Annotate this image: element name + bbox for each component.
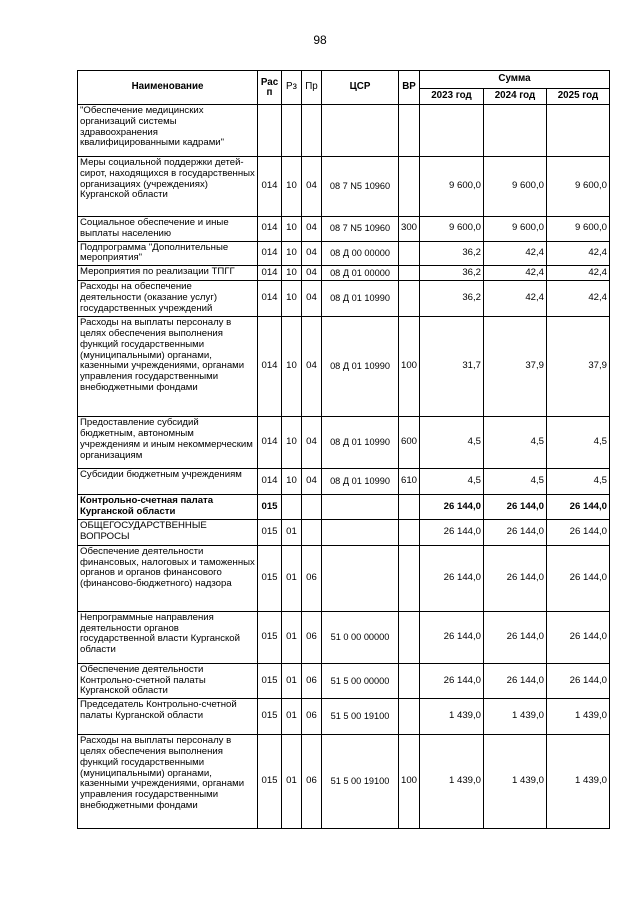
cell-2025 bbox=[547, 105, 610, 157]
cell-vr bbox=[399, 611, 420, 663]
cell-pr bbox=[302, 495, 322, 520]
cell-pr: 06 bbox=[302, 699, 322, 735]
cell-2025: 26 144,0 bbox=[547, 519, 610, 545]
cell-pr: 04 bbox=[302, 281, 322, 317]
cell-csr: 08 Д 01 10990 bbox=[322, 317, 399, 417]
table-row bbox=[78, 663, 610, 698]
cell-ras: 014 bbox=[258, 317, 282, 417]
cell-2023: 36,2 bbox=[420, 241, 484, 266]
cell-csr: 51 0 00 00000 bbox=[322, 611, 399, 663]
cell-rz bbox=[282, 495, 302, 520]
cell-csr bbox=[322, 105, 399, 157]
cell-name: ОБЩЕГОСУДАРСТВЕННЫЕ ВОПРОСЫ bbox=[78, 519, 258, 545]
cell-name: Расходы на выплаты персоналу в целях обеспечения выполнения функций государственными (муниципальными) органами, казенными учреждениями, органами управления государственными внебюджетными фондами bbox=[78, 735, 258, 829]
cell-vr: 100 bbox=[399, 317, 420, 417]
table-header bbox=[78, 71, 610, 105]
cell-pr: 04 bbox=[302, 157, 322, 217]
cell-rz: 01 bbox=[282, 545, 302, 611]
cell-2023: 1 439,0 bbox=[420, 735, 484, 829]
cell-name: Обеспечение деятельности финансовых, налоговых и таможенных органов и органов финансового (финансово-бюджетного) надзора bbox=[78, 545, 258, 611]
cell-2023: 36,2 bbox=[420, 266, 484, 281]
header-name: Наименование bbox=[78, 71, 258, 105]
cell-ras bbox=[258, 105, 282, 157]
cell-name: Меры социальной поддержки детей-сирот, находящихся в государственных организациях (учреждениях) Курганской области bbox=[78, 157, 258, 217]
header-ras: Рас п bbox=[258, 71, 282, 105]
table-row bbox=[78, 699, 610, 735]
cell-rz: 01 bbox=[282, 663, 302, 698]
cell-ras: 015 bbox=[258, 519, 282, 545]
cell-2024: 9 600,0 bbox=[484, 217, 547, 242]
cell-rz: 01 bbox=[282, 699, 302, 735]
cell-vr: 610 bbox=[399, 469, 420, 495]
cell-vr bbox=[399, 519, 420, 545]
cell-name: Мероприятия по реализации ТПГГ bbox=[78, 266, 258, 281]
cell-2023: 4,5 bbox=[420, 469, 484, 495]
cell-csr: 08 7 N5 10960 bbox=[322, 217, 399, 242]
cell-2024: 26 144,0 bbox=[484, 545, 547, 611]
cell-2025: 9 600,0 bbox=[547, 157, 610, 217]
page-number: 98 bbox=[313, 33, 327, 47]
cell-pr: 04 bbox=[302, 266, 322, 281]
cell-2024: 37,9 bbox=[484, 317, 547, 417]
cell-ras: 015 bbox=[258, 611, 282, 663]
table-row bbox=[78, 217, 610, 242]
cell-rz bbox=[282, 105, 302, 157]
table-row bbox=[78, 317, 610, 417]
cell-2025: 26 144,0 bbox=[547, 545, 610, 611]
cell-2023: 26 144,0 bbox=[420, 663, 484, 698]
cell-name: Субсидии бюджетным учреждениям bbox=[78, 469, 258, 495]
cell-rz: 01 bbox=[282, 611, 302, 663]
table-row bbox=[78, 545, 610, 611]
cell-csr: 51 5 00 00000 bbox=[322, 663, 399, 698]
cell-pr: 04 bbox=[302, 317, 322, 417]
cell-vr bbox=[399, 281, 420, 317]
cell-2025: 9 600,0 bbox=[547, 217, 610, 242]
cell-2024: 26 144,0 bbox=[484, 495, 547, 520]
header-pr: Пр bbox=[302, 71, 322, 105]
table-body bbox=[78, 105, 610, 829]
cell-name: Расходы на обеспечение деятельности (оказание услуг) государственных учреждений bbox=[78, 281, 258, 317]
header-2024: 2024 год bbox=[484, 89, 547, 105]
header-summa: Сумма bbox=[420, 71, 610, 89]
table-row bbox=[78, 495, 610, 520]
cell-rz: 10 bbox=[282, 157, 302, 217]
cell-ras: 014 bbox=[258, 417, 282, 469]
cell-rz: 10 bbox=[282, 241, 302, 266]
cell-rz: 10 bbox=[282, 417, 302, 469]
cell-vr bbox=[399, 545, 420, 611]
cell-vr: 600 bbox=[399, 417, 420, 469]
cell-csr: 51 5 00 19100 bbox=[322, 699, 399, 735]
cell-2025: 26 144,0 bbox=[547, 611, 610, 663]
cell-csr: 08 7 N5 10960 bbox=[322, 157, 399, 217]
cell-2024: 1 439,0 bbox=[484, 735, 547, 829]
cell-rz: 10 bbox=[282, 266, 302, 281]
cell-ras: 015 bbox=[258, 545, 282, 611]
cell-2025: 42,4 bbox=[547, 241, 610, 266]
cell-name: Обеспечение деятельности Контрольно-счетной палаты Курганской области bbox=[78, 663, 258, 698]
cell-2023: 4,5 bbox=[420, 417, 484, 469]
table-row bbox=[78, 469, 610, 495]
cell-2025: 1 439,0 bbox=[547, 699, 610, 735]
cell-csr: 08 Д 01 00000 bbox=[322, 266, 399, 281]
cell-vr: 100 bbox=[399, 735, 420, 829]
cell-2025: 37,9 bbox=[547, 317, 610, 417]
cell-vr bbox=[399, 241, 420, 266]
cell-ras: 015 bbox=[258, 735, 282, 829]
cell-2025: 42,4 bbox=[547, 281, 610, 317]
table-row bbox=[78, 266, 610, 281]
cell-ras: 015 bbox=[258, 663, 282, 698]
cell-2023: 9 600,0 bbox=[420, 217, 484, 242]
cell-pr bbox=[302, 519, 322, 545]
cell-pr: 04 bbox=[302, 469, 322, 495]
cell-2023: 26 144,0 bbox=[420, 519, 484, 545]
table-row bbox=[78, 735, 610, 829]
cell-csr: 08 Д 01 10990 bbox=[322, 417, 399, 469]
cell-csr bbox=[322, 545, 399, 611]
cell-rz: 10 bbox=[282, 281, 302, 317]
cell-csr bbox=[322, 519, 399, 545]
cell-csr bbox=[322, 495, 399, 520]
cell-csr: 51 5 00 19100 bbox=[322, 735, 399, 829]
cell-ras: 014 bbox=[258, 241, 282, 266]
cell-2024: 26 144,0 bbox=[484, 611, 547, 663]
cell-vr bbox=[399, 105, 420, 157]
cell-csr: 08 Д 01 10990 bbox=[322, 469, 399, 495]
cell-ras: 014 bbox=[258, 217, 282, 242]
table-row bbox=[78, 519, 610, 545]
cell-ras: 014 bbox=[258, 266, 282, 281]
header-rz: Рз bbox=[282, 71, 302, 105]
cell-2025: 26 144,0 bbox=[547, 663, 610, 698]
cell-ras: 014 bbox=[258, 281, 282, 317]
cell-name: Контрольно-счетная палата Курганской области bbox=[78, 495, 258, 520]
cell-name: Расходы на выплаты персоналу в целях обеспечения выполнения функций государственными (муниципальными) органами, казенными учреждениями, органами управления государственными внебюджетными фондами bbox=[78, 317, 258, 417]
cell-rz: 01 bbox=[282, 519, 302, 545]
cell-rz: 10 bbox=[282, 217, 302, 242]
table-row bbox=[78, 281, 610, 317]
cell-2024: 9 600,0 bbox=[484, 157, 547, 217]
header-2023: 2023 год bbox=[420, 89, 484, 105]
cell-pr: 06 bbox=[302, 663, 322, 698]
cell-name: Председатель Контрольно-счетной палаты Курганской области bbox=[78, 699, 258, 735]
cell-2023: 1 439,0 bbox=[420, 699, 484, 735]
table-row bbox=[78, 611, 610, 663]
cell-2023: 26 144,0 bbox=[420, 611, 484, 663]
cell-name: "Обеспечение медицинских организаций системы здравоохранения квалифицированными кадрами" bbox=[78, 105, 258, 157]
cell-2023: 26 144,0 bbox=[420, 495, 484, 520]
cell-vr bbox=[399, 495, 420, 520]
cell-name: Социальное обеспечение и иные выплаты населению bbox=[78, 217, 258, 242]
header-vr: ВР bbox=[399, 71, 420, 105]
cell-2024: 4,5 bbox=[484, 417, 547, 469]
cell-pr: 04 bbox=[302, 217, 322, 242]
cell-pr: 06 bbox=[302, 611, 322, 663]
table-row bbox=[78, 105, 610, 157]
cell-ras: 015 bbox=[258, 699, 282, 735]
table-row bbox=[78, 417, 610, 469]
cell-pr bbox=[302, 105, 322, 157]
cell-2024: 42,4 bbox=[484, 266, 547, 281]
cell-2023: 31,7 bbox=[420, 317, 484, 417]
cell-vr bbox=[399, 157, 420, 217]
cell-pr: 04 bbox=[302, 241, 322, 266]
cell-name: Подпрограмма "Дополнительные мероприятия" bbox=[78, 241, 258, 266]
cell-csr: 08 Д 00 00000 bbox=[322, 241, 399, 266]
cell-2024: 42,4 bbox=[484, 241, 547, 266]
cell-pr: 04 bbox=[302, 417, 322, 469]
table-row bbox=[78, 241, 610, 266]
cell-2024: 42,4 bbox=[484, 281, 547, 317]
cell-2023: 36,2 bbox=[420, 281, 484, 317]
cell-name: Непрограммные направления деятельности органов государственной власти Курганской области bbox=[78, 611, 258, 663]
header-2025: 2025 год bbox=[547, 89, 610, 105]
cell-2024: 26 144,0 bbox=[484, 663, 547, 698]
cell-2023: 26 144,0 bbox=[420, 545, 484, 611]
cell-2023: 9 600,0 bbox=[420, 157, 484, 217]
cell-rz: 10 bbox=[282, 469, 302, 495]
table-row bbox=[78, 157, 610, 217]
cell-name: Предоставление субсидий бюджетным, автономным учреждениям и иным некоммерческим организациям bbox=[78, 417, 258, 469]
cell-vr bbox=[399, 663, 420, 698]
cell-csr: 08 Д 01 10990 bbox=[322, 281, 399, 317]
cell-vr bbox=[399, 266, 420, 281]
cell-pr: 06 bbox=[302, 545, 322, 611]
cell-rz: 10 bbox=[282, 317, 302, 417]
cell-ras: 014 bbox=[258, 469, 282, 495]
cell-2023 bbox=[420, 105, 484, 157]
cell-vr: 300 bbox=[399, 217, 420, 242]
cell-2024: 4,5 bbox=[484, 469, 547, 495]
cell-2025: 4,5 bbox=[547, 417, 610, 469]
budget-table bbox=[77, 70, 610, 829]
cell-ras: 015 bbox=[258, 495, 282, 520]
cell-rz: 01 bbox=[282, 735, 302, 829]
cell-2024 bbox=[484, 105, 547, 157]
cell-2025: 1 439,0 bbox=[547, 735, 610, 829]
cell-2025: 4,5 bbox=[547, 469, 610, 495]
cell-ras: 014 bbox=[258, 157, 282, 217]
header-csr: ЦСР bbox=[322, 71, 399, 105]
cell-2024: 1 439,0 bbox=[484, 699, 547, 735]
cell-vr bbox=[399, 699, 420, 735]
cell-2025: 42,4 bbox=[547, 266, 610, 281]
cell-pr: 06 bbox=[302, 735, 322, 829]
cell-2025: 26 144,0 bbox=[547, 495, 610, 520]
cell-2024: 26 144,0 bbox=[484, 519, 547, 545]
